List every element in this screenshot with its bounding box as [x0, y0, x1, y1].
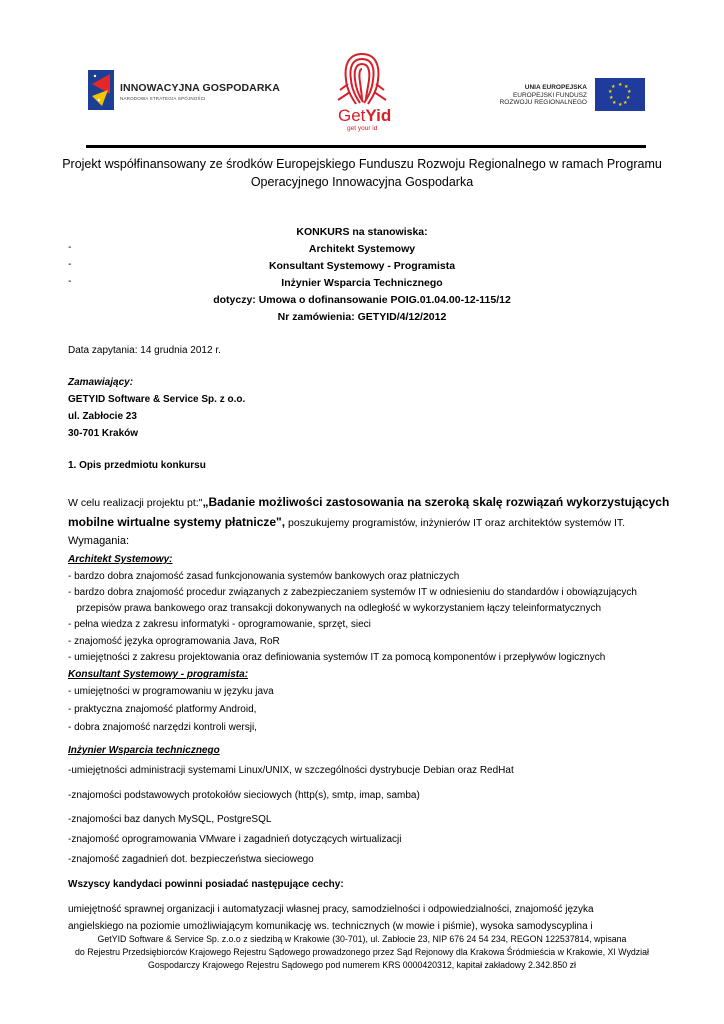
architekt-item-3: - pełna wiedza z zakresu informatyki - oprogramowanie, sprzęt, sieci	[68, 619, 371, 630]
eu-fund-logo	[500, 78, 645, 112]
footer-line-2: do Rejestru Przedsiębiorców Krajowego Rejestru Sądowego prowadzonego przez Sąd Rejonowy dla Krakowa Śródmieścia w Krakowie, XI Wydział	[75, 947, 649, 957]
svg-text:★: ★	[609, 95, 614, 101]
architekt-item-4: - znajomość języka oprogramowania Java, RoR	[68, 636, 280, 647]
intro-suffix: poszukujemy programistów, inżynierów IT oraz architektów systemów IT.	[285, 517, 626, 529]
intro-prefix: W celu realizacji projektu pt:"	[68, 497, 203, 509]
architekt-item-5: - umiejętności z zakresu projektowania oraz definiowania systemów IT za pomocą komponentów i przepływów logicznych	[68, 652, 606, 663]
architekt-item-2-cont: przepisów prawa bankowego oraz transakcji dokonywanych na odległość w wykorzystaniem łączy teleinformatycznych	[68, 603, 602, 614]
header-divider	[86, 145, 646, 148]
eu-label-line3: ROZWOJU REGIONALNEGO	[499, 99, 587, 106]
architekt-item-2: - bardzo dobra znajomość procedur związanych z zabezpieczaniem systemów IT w odniesieniu do standardów i obowiązujących	[68, 587, 637, 598]
inzynier-item-5: -znajomość zagadnień dot. bezpieczeństwa sieciowego	[68, 854, 314, 865]
inzynier-item-1: -umiejętności administracji systemami Linux/UNIX, w szczególności dystrybucje Debian oraz RedHat	[68, 765, 514, 776]
project-title-b: mobilne wirtualne systemy płatnicze",	[68, 515, 286, 529]
getyid-tagline: get your id	[347, 125, 378, 132]
agreement-line: dotyczy: Umowa o dofinansowanie POIG.01.04.00-12-115/12	[213, 294, 511, 306]
svg-text:★: ★	[627, 89, 632, 95]
dash-3: -	[68, 275, 72, 287]
eu-label-line1: UNIA EUROPEJSKA	[524, 84, 587, 91]
svg-text:★: ★	[618, 82, 623, 88]
dash-1: -	[68, 241, 72, 253]
page-header	[0, 0, 724, 150]
svg-text:★: ★	[626, 95, 631, 101]
inzynier-item-2: -znajomości podstawowych protokołów sieciowych (http(s), smtp, imap, samba)	[68, 790, 420, 801]
ig-logo-name: INNOWACYJNA GOSPODARKA	[120, 82, 280, 94]
svg-text:★: ★	[611, 84, 616, 90]
cofinancing-line-2: Operacyjnego Innowacyjna Gospodarka	[250, 175, 474, 189]
konsultant-item-1: - umiejętności w programowaniu w języku java	[68, 686, 274, 697]
position-2: Konsultant Systemowy - Programista	[268, 260, 456, 272]
orderer-company: GETYID Software & Service Sp. z o.o.	[68, 394, 246, 405]
getyid-name-part-b: Yid	[365, 106, 392, 125]
section-heading: 1. Opis przedmiotu konkursu	[68, 460, 206, 471]
ig-flag-icon	[88, 70, 114, 110]
contest-title: KONKURS na stanowiska:	[296, 226, 428, 238]
svg-text:★: ★	[618, 102, 623, 108]
orderer-city: 30-701 Kraków	[68, 428, 139, 439]
cofinancing-statement	[0, 155, 724, 191]
footer-line-3: Gospodarczy Krajowego Rejestru Sądowego pod numerem KRS 0000420312, kapitał zakładowy 2.342.850 zł	[148, 960, 576, 970]
inzynier-heading: Inżynier Wsparcia technicznego	[68, 745, 220, 756]
project-title-a: „Badanie możliwości zastosowania na szeroką skalę rozwiązań wykorzystujących	[202, 495, 670, 509]
eu-label-line2: EUROPEJSKI FUNDUSZ	[512, 92, 587, 99]
konsultant-heading: Konsultant Systemowy - programista:	[68, 669, 249, 680]
fingerprint-icon	[330, 50, 394, 106]
konsultant-item-3: - dobra znajomość narzędzi kontroli wersji,	[68, 722, 257, 733]
svg-text:★: ★	[608, 89, 613, 95]
architekt-heading: Architekt Systemowy:	[68, 554, 173, 565]
intro-line-2	[68, 515, 625, 529]
inzynier-item-3: -znajomości baz danych MySQL, PostgreSQL	[68, 814, 272, 825]
ig-logo-subtitle: NARODOWA STRATEGIA SPÓJNOŚCI	[120, 96, 206, 101]
candidates-line-1: umiejętność sprawnej organizacji i automatyzacji własnej pracy, samodzielności i odpowiedzialności, znajomość języka	[68, 904, 594, 915]
innowacyjna-gospodarka-logo	[88, 70, 280, 112]
intro-line-1	[68, 495, 669, 509]
konsultant-item-2: - praktyczna znajomość platformy Android,	[68, 704, 257, 715]
position-3: Inżynier Wsparcia Technicznego	[281, 277, 443, 289]
order-number: Nr zamówienia: GETYID/4/12/2012	[277, 311, 447, 323]
getyid-name-part-a: Get	[338, 106, 366, 125]
getyid-brand-name	[338, 106, 391, 126]
architekt-item-1: - bardzo dobra znajomość zasad funkcjonowania systemów bankowych oraz płatniczych	[68, 571, 460, 582]
getyid-logo	[330, 50, 394, 140]
candidates-line-2: angielskiego na poziomie umożliwiającym komunikację ws. technicznych (w mowie i piśmie), wysoka samodyscyplina i	[68, 921, 593, 932]
svg-text:★: ★	[612, 100, 617, 106]
request-date: Data zapytania: 14 grudnia 2012 r.	[68, 345, 221, 356]
orderer-street: ul. Zabłocie 23	[68, 411, 137, 422]
inzynier-item-4: -znajomość oprogramowania VMware i zagadnień dotyczących wirtualizacji	[68, 834, 402, 845]
footer-line-1: GetYID Software & Service Sp. z.o.o z siedzibą w Krakowie (30-701), ul. Zabłocie 23, NIP 676 24 54 234, REGON 122537814, wpisana	[97, 934, 627, 944]
svg-text:★: ★	[624, 84, 629, 90]
candidates-heading: Wszyscy kandydaci powinni posiadać następujące cechy:	[68, 879, 344, 890]
requirements-label: Wymagania:	[68, 535, 130, 547]
dash-2: -	[68, 258, 72, 270]
cofinancing-line-1: Projekt współfinansowany ze środków Europejskiego Funduszu Rozwoju Regionalnego w ramach Programu	[62, 157, 662, 171]
eu-flag-icon	[595, 78, 645, 111]
svg-text:★: ★	[623, 100, 628, 106]
position-1: Architekt Systemowy	[308, 243, 416, 255]
orderer-label: Zamawiający:	[68, 377, 134, 388]
